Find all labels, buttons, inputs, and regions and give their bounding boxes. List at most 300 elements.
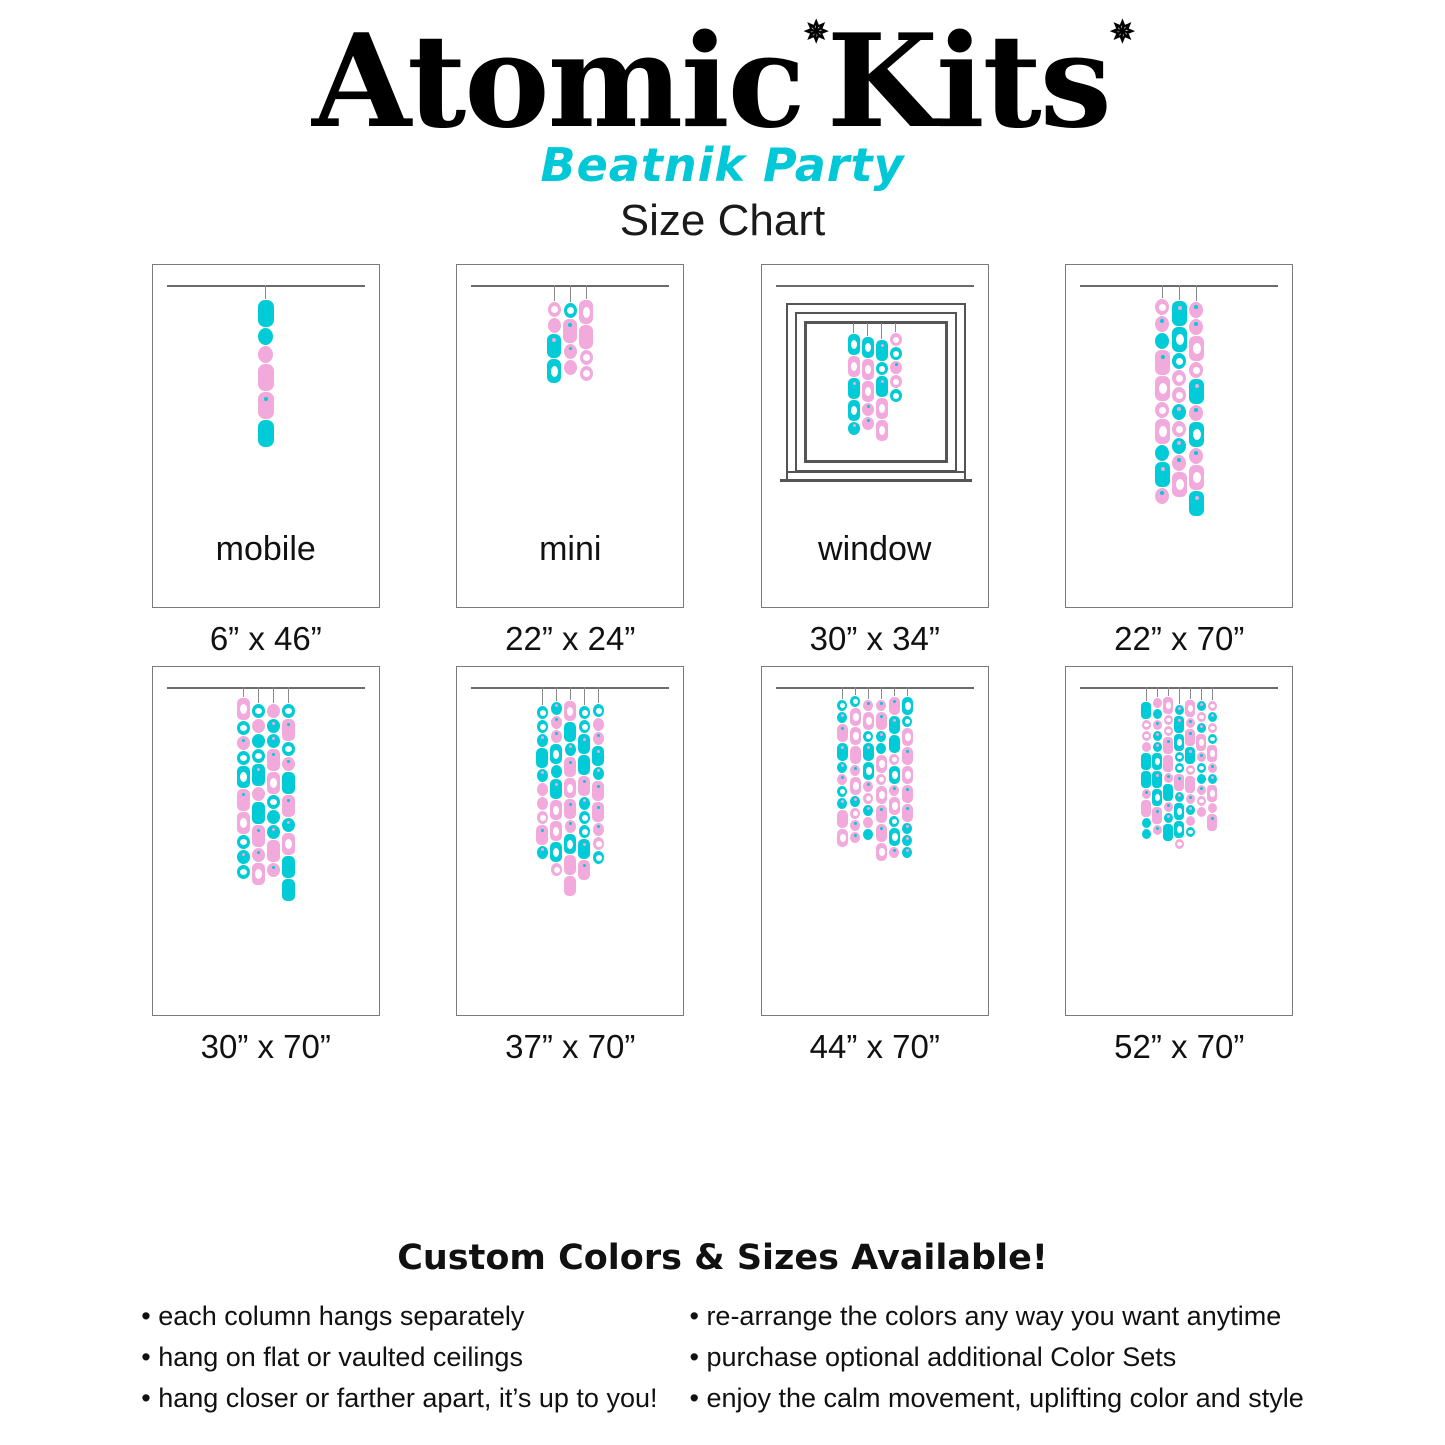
hanging-string [895, 323, 896, 332]
bead-column [1207, 687, 1217, 849]
bead-oval [1186, 794, 1195, 804]
bead-ring [1193, 429, 1201, 440]
bead-ring [551, 366, 558, 377]
bead-column [1174, 687, 1184, 849]
bead-rect [578, 734, 590, 754]
bead-oval [1172, 404, 1186, 420]
bead-rect [550, 744, 562, 764]
bead-art-window [762, 323, 988, 441]
bead-ring [1177, 842, 1182, 846]
size-cell-44x70 [742, 666, 1009, 1066]
bead-ring [553, 827, 559, 836]
bead-dot [1177, 441, 1181, 445]
panel-dims-37x70: 37” x 70” [505, 1027, 636, 1065]
bead-dot [1194, 408, 1198, 412]
bead-rect [1152, 771, 1162, 788]
bead-column [267, 687, 280, 901]
bead-ring [551, 306, 558, 313]
bead-ring [596, 841, 602, 847]
page-title: Size Chart [619, 195, 826, 245]
bead-oval [1189, 405, 1203, 421]
bead-ring [596, 855, 602, 861]
bead-rect [1155, 350, 1170, 375]
bead-oval [1197, 796, 1206, 806]
bead-column [890, 323, 902, 441]
bead-rect [889, 797, 900, 815]
bead-oval [863, 700, 873, 711]
bead-dot [597, 785, 600, 788]
bead-column [1141, 687, 1151, 849]
bead-rect [1207, 745, 1217, 762]
bead-ring [866, 796, 871, 801]
bead-oval [862, 403, 874, 416]
bead-art-37x70 [457, 687, 683, 896]
panel-label-window: window [818, 529, 932, 568]
bead-dot [880, 733, 883, 736]
bead-dot [893, 719, 896, 722]
bead-dot [1156, 722, 1159, 725]
bead-oval [252, 704, 265, 718]
brand-title [312, 7, 1133, 157]
hanging-string [1179, 687, 1180, 704]
bead-dot [1160, 319, 1164, 323]
bead-oval [551, 702, 562, 715]
bead-oval [1155, 316, 1169, 332]
bead-ring [1176, 426, 1183, 433]
hanging-string [586, 285, 587, 299]
bead-ring [1210, 737, 1215, 741]
bead-oval [282, 757, 295, 771]
bead-oval [902, 823, 912, 834]
bead-oval [850, 696, 860, 707]
bead-oval [1197, 723, 1206, 733]
bead-rect [1174, 734, 1184, 751]
bead-column [876, 323, 888, 441]
bead-oval [1197, 763, 1206, 773]
bead-oval [1164, 726, 1173, 736]
bead-rect [1189, 491, 1204, 516]
bead-dot [880, 827, 883, 830]
bead-oval [593, 851, 604, 864]
bead-rect [1174, 803, 1184, 820]
bead-rect [876, 340, 888, 361]
bead-ring [285, 839, 292, 849]
size-cell-52x70 [1046, 666, 1313, 1066]
bead-ring [892, 757, 897, 762]
bead-ring [1199, 739, 1204, 746]
bead-art-52x70 [1066, 687, 1292, 849]
bead-dot [272, 866, 275, 869]
hanging-string [855, 687, 856, 695]
bead-dot [257, 768, 260, 771]
bead-dot [583, 799, 586, 802]
bead-rect [1163, 784, 1173, 801]
hanging-string [1212, 687, 1213, 700]
bead-ring [853, 732, 859, 740]
bead-oval [551, 716, 562, 729]
bead-oval [252, 749, 265, 763]
bead-ring [866, 767, 872, 775]
bead-rect [592, 802, 604, 822]
bead-dot [867, 702, 870, 705]
bead-dot [287, 760, 290, 763]
bead-dot [906, 807, 909, 810]
bead-oval [1197, 807, 1206, 817]
bead-ring [905, 771, 911, 779]
bead-oval [889, 847, 899, 858]
bead-oval [579, 706, 590, 719]
bead-rect [862, 359, 874, 380]
bead-oval [267, 734, 280, 748]
bead-dot [867, 405, 870, 408]
bead-oval [890, 333, 902, 346]
bead-oval [837, 700, 847, 711]
bead-oval [1175, 792, 1184, 802]
bead-rect [1141, 771, 1151, 788]
bead-dot [1178, 306, 1182, 310]
bead-oval [850, 832, 860, 843]
bead-dot [1178, 707, 1181, 710]
bead-oval [902, 847, 912, 858]
bead-dot [541, 771, 544, 774]
bead-oval [1155, 445, 1169, 461]
bead-oval [876, 362, 888, 375]
bead-oval [876, 731, 886, 742]
bead-dot [287, 821, 290, 824]
bead-rect [1172, 472, 1187, 497]
bead-oval [863, 817, 873, 828]
bead-dot [1161, 355, 1165, 359]
size-cell-mini [437, 264, 704, 658]
bead-ring [1176, 375, 1183, 382]
bead-rect [1172, 301, 1187, 326]
bead-ring [255, 869, 262, 879]
bead-rect [837, 829, 848, 847]
hanging-rod [776, 285, 974, 287]
bead-ring [853, 811, 858, 816]
hanging-string [243, 687, 244, 697]
bead-oval [1153, 720, 1162, 730]
bead-ring [853, 782, 859, 790]
bead-ring [285, 708, 292, 714]
bead-rect [578, 860, 590, 880]
bead-dot [257, 829, 260, 832]
bead-ring [1199, 799, 1204, 803]
bead-dot [906, 837, 909, 840]
bead-rect [564, 876, 576, 896]
bead-rect [862, 381, 874, 402]
bead-rect [1174, 821, 1184, 838]
bead-oval [1142, 789, 1151, 799]
bead-oval [593, 823, 604, 836]
hanging-string [853, 323, 854, 333]
bead-column [863, 687, 874, 861]
bead-column [252, 687, 265, 901]
bead-rect [258, 392, 274, 419]
bead-dot [1178, 777, 1181, 780]
bead-rect [536, 748, 548, 768]
bead-dot [1156, 810, 1159, 813]
bead-ring [853, 713, 859, 721]
hanging-string [570, 687, 571, 700]
bead-rect [237, 766, 250, 788]
bead-rect [237, 698, 250, 720]
bead-oval [1164, 715, 1173, 725]
bead-oval [889, 785, 899, 796]
bead-oval [1172, 438, 1186, 454]
bead-ring [240, 704, 247, 714]
bead-dot [1211, 765, 1214, 768]
bullet-column-right [689, 1296, 1303, 1419]
bead-ring [270, 799, 277, 805]
bead-dot [893, 849, 896, 852]
bead-ring [240, 818, 247, 828]
bead-column [282, 687, 295, 901]
panel-dims-mini: 22” x 24” [505, 619, 636, 657]
list-item: • purchase optional additional Color Sets [689, 1341, 1177, 1372]
bead-oval [537, 734, 548, 747]
bead-oval [890, 347, 902, 360]
bead-ring [853, 699, 858, 704]
bead-ring [851, 406, 857, 415]
bead-oval [1142, 731, 1151, 741]
bead-oval [837, 774, 847, 785]
bead-rect [1207, 814, 1217, 831]
bead-ring [893, 379, 899, 385]
bead-rect [536, 825, 548, 845]
bead-oval [237, 865, 250, 879]
bead-rect [564, 834, 576, 854]
bead-rect [1163, 755, 1173, 772]
bead-rect [850, 777, 861, 795]
bead-dot [854, 822, 857, 825]
bead-dot [583, 864, 586, 867]
bead-rect [592, 746, 604, 766]
bead-dot [242, 853, 245, 856]
hanging-string [1146, 687, 1147, 701]
bead-rect [848, 334, 860, 355]
bullet-column-left [141, 1296, 657, 1419]
bead-rect [902, 766, 913, 784]
bead-oval [537, 797, 548, 810]
bead-ring [892, 771, 898, 779]
bead-rect [902, 697, 913, 715]
bead-dot [597, 825, 600, 828]
bead-dot [583, 780, 586, 783]
bead-oval [1197, 785, 1206, 795]
bead-oval [863, 805, 873, 816]
bead-dot [597, 734, 600, 737]
panel-22x70 [1065, 264, 1293, 608]
bead-dot [1167, 775, 1170, 778]
bead-rect [1185, 747, 1195, 764]
bead-rect [876, 712, 887, 730]
hanging-string [273, 687, 274, 703]
bead-dot [597, 750, 600, 753]
bead-ring [1193, 472, 1201, 483]
bead-dot [1177, 407, 1181, 411]
bead-ring [583, 354, 590, 361]
bead-rect [889, 735, 900, 753]
bead-rect [550, 842, 562, 862]
bead-ring [1176, 479, 1184, 490]
bead-dot [568, 323, 572, 327]
bead-dot [541, 736, 544, 739]
bead-ring [553, 848, 559, 857]
bead-dot [555, 783, 558, 786]
bead-ring [1177, 808, 1182, 815]
bead-oval [837, 786, 847, 797]
bead-dot [841, 727, 844, 730]
bead-column [1155, 285, 1170, 516]
bead-oval [1189, 319, 1203, 335]
bead-oval [1153, 742, 1162, 752]
bead-oval [890, 375, 902, 388]
bead-oval [1153, 731, 1162, 741]
bead-art-mini [457, 285, 683, 383]
bead-dot [1211, 714, 1214, 717]
bead-oval [267, 825, 280, 839]
bead-dot [1194, 305, 1198, 309]
bead-rect [1172, 327, 1187, 352]
bead-dot [1194, 322, 1198, 326]
bead-rect [578, 755, 590, 775]
panel-30x70 [152, 666, 380, 1016]
bead-oval [1142, 829, 1151, 839]
bead-oval [863, 793, 873, 804]
bead-rect [1155, 462, 1170, 487]
bead-oval [1172, 421, 1186, 437]
bead-ring [1188, 830, 1193, 834]
panel-dims-window: 30” x 34” [809, 619, 940, 657]
bead-ring [1166, 702, 1171, 709]
panel-window [761, 264, 989, 608]
bead-dot [1156, 744, 1159, 747]
bead-dot [1167, 815, 1170, 818]
bead-dot [1167, 740, 1170, 743]
panel-44x70 [761, 666, 989, 1016]
bead-oval [848, 422, 860, 435]
bead-oval [1197, 774, 1206, 784]
bead-ring [879, 760, 885, 768]
bead-ring [893, 393, 899, 399]
bead-oval [593, 704, 604, 717]
bead-rect [876, 420, 888, 441]
bead-rect [258, 364, 274, 391]
bead-dot [1200, 787, 1203, 790]
bead-oval [579, 825, 590, 838]
bead-dot [867, 807, 870, 810]
bead-ring [1144, 734, 1149, 738]
bead-dot [1189, 807, 1192, 810]
bead-rect [1141, 800, 1151, 817]
bead-column [902, 687, 913, 861]
bead-ring [553, 750, 559, 759]
bead-ring [851, 362, 857, 371]
bead-dot [552, 338, 556, 342]
bead-rect [1141, 702, 1151, 719]
bead-ring [554, 867, 560, 873]
hanging-string [265, 285, 266, 299]
bead-dot [569, 822, 572, 825]
bead-oval [1197, 752, 1206, 762]
bead-rect [1163, 737, 1173, 754]
bead-oval [1164, 813, 1173, 823]
bead-ring [879, 791, 885, 799]
bead-ring [865, 343, 871, 352]
bead-dot [583, 843, 586, 846]
bead-rect [578, 839, 590, 859]
bead-ring [892, 819, 897, 824]
bead-oval [902, 835, 912, 846]
bead-dot [1200, 725, 1203, 728]
bead-dot [906, 788, 909, 791]
bead-dot [880, 808, 883, 811]
bead-ring [1159, 407, 1166, 414]
bead-ring [582, 710, 588, 716]
bead-rect [1152, 789, 1162, 806]
bead-column [850, 687, 861, 861]
bead-ring [596, 708, 602, 714]
window-sill-upper [786, 471, 966, 473]
hanging-string [881, 323, 882, 339]
bead-rect [1152, 753, 1162, 770]
bead-rect [564, 855, 576, 875]
bead-ring [583, 370, 590, 377]
bead-dot [854, 834, 857, 837]
bead-dot [242, 739, 245, 742]
bead-ring [866, 717, 872, 725]
hanging-string [1157, 687, 1158, 697]
footer-title: Custom Colors & Sizes Available! [397, 1237, 1048, 1278]
bead-oval [580, 366, 593, 381]
bead-oval [579, 720, 590, 733]
bead-rect [267, 840, 280, 862]
bead-oval [837, 762, 847, 773]
bead-dot [1195, 384, 1199, 388]
subtitle: Beatnik Party [540, 137, 905, 192]
bead-oval [850, 796, 860, 807]
bead-ring [240, 755, 247, 761]
bead-ring [865, 387, 871, 396]
bead-oval [593, 837, 604, 850]
size-cell-mobile [133, 264, 400, 658]
bead-ring [879, 848, 885, 856]
bead-dot [555, 704, 558, 707]
bead-rect [848, 400, 860, 421]
bead-oval [267, 810, 280, 824]
panel-label-mobile: mobile [215, 529, 316, 568]
bead-ring [583, 307, 590, 318]
bead-oval [237, 751, 250, 765]
bead-dot [597, 769, 600, 772]
bead-oval [1189, 448, 1203, 464]
bead-oval [1208, 774, 1217, 784]
bead-column [563, 285, 577, 383]
bead-oval [850, 765, 860, 776]
bead-rect [876, 824, 887, 842]
bead-oval [889, 816, 899, 827]
hanging-string [1179, 285, 1180, 300]
bead-column [1152, 687, 1162, 849]
bead-dot [853, 382, 856, 385]
hanging-string [556, 687, 557, 701]
bead-oval [850, 820, 860, 831]
bead-ring [1155, 794, 1160, 801]
bead-ring [540, 815, 546, 821]
panel-mini [456, 264, 684, 608]
bead-dot [867, 783, 870, 786]
